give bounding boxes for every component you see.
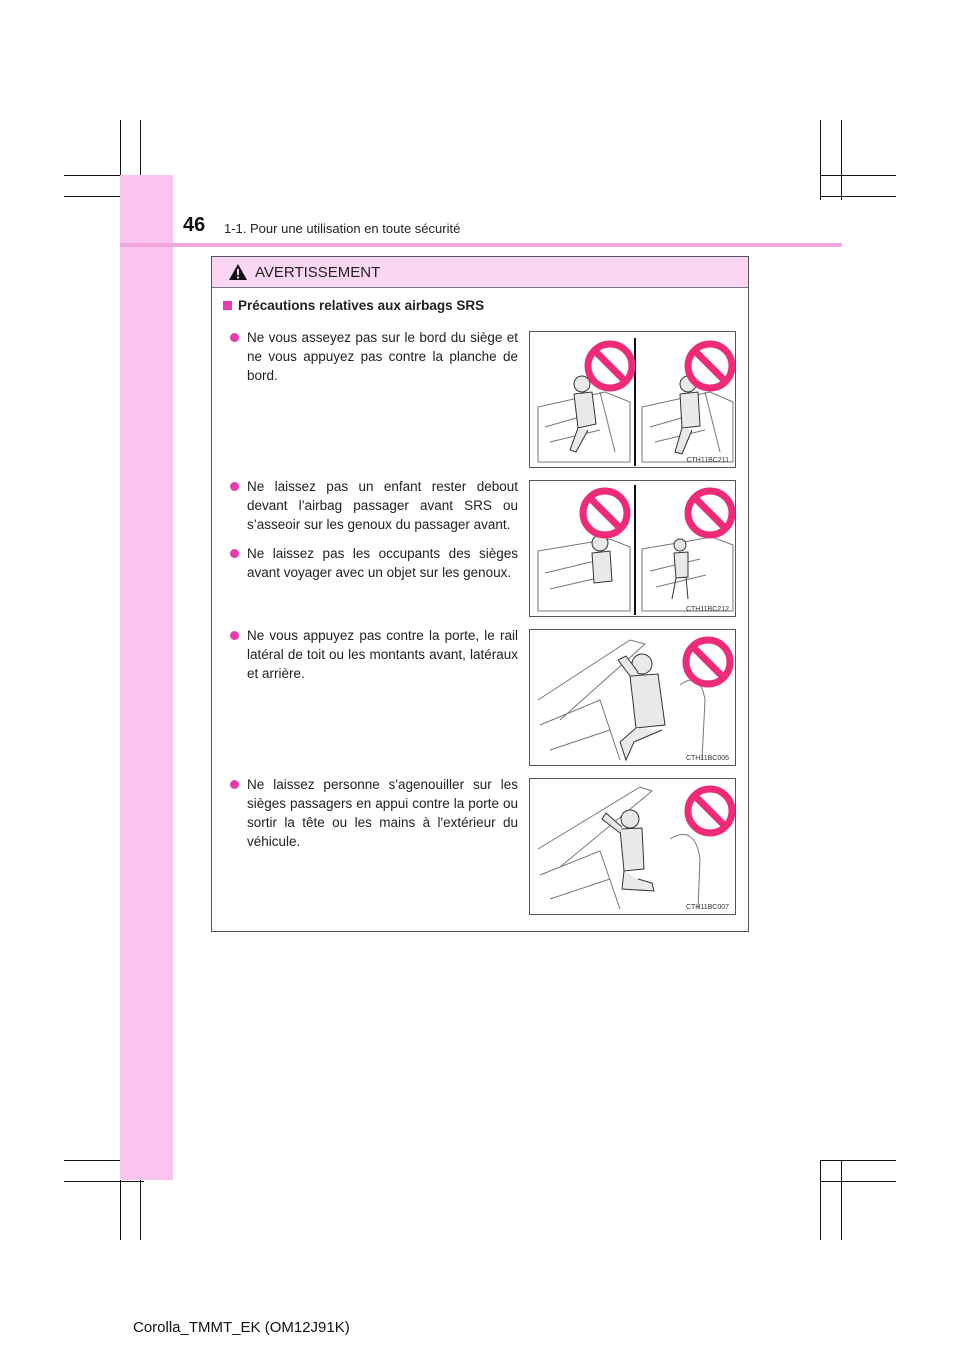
crop-mark: [820, 1160, 896, 1161]
crop-mark: [820, 120, 821, 200]
figure-code: CTH11BC212: [685, 606, 729, 613]
crop-mark: [820, 1181, 896, 1182]
illustration-figure: [529, 629, 736, 766]
warning-header: [212, 257, 748, 288]
list-item: [230, 477, 518, 534]
list-item-text: Ne laissez personne s'agenouiller sur les sièges passagers en appui contre la porte ou sortir la tête ou les mains à l'extérieur du véhicule.: [247, 777, 518, 849]
illustration-figure: [529, 331, 736, 468]
page-number: 46: [183, 214, 206, 236]
square-bullet-icon: [223, 301, 232, 310]
crop-mark: [841, 1160, 842, 1240]
crop-mark: [64, 1181, 144, 1182]
side-tab-band: [120, 175, 173, 1180]
bullet-dot-icon: [230, 482, 239, 491]
list-item-text: Ne vous appuyez pas contre la porte, le rail latéral de toit ou les montants avant, latéraux et arrière.: [247, 628, 518, 681]
list-item: [230, 328, 518, 385]
warning-box: [211, 256, 749, 932]
warning-title: AVERTISSEMENT: [255, 264, 381, 281]
crop-mark: [820, 1160, 821, 1240]
list-item: [230, 544, 518, 582]
bullet-dot-icon: [230, 780, 239, 789]
child-passenger-illustration: [530, 481, 735, 616]
bullet-dot-icon: [230, 631, 239, 640]
bullet-dot-icon: [230, 333, 239, 342]
kneeling-passenger-illustration: [530, 779, 735, 914]
list-item-text: Ne laissez pas un enfant rester debout devant l’airbag passager avant SRS ou s’asseoir sur les genoux du passager avant.: [247, 479, 518, 532]
crop-mark: [820, 196, 896, 197]
list-item: [230, 626, 518, 683]
figure-code: CTH11BC211: [686, 457, 729, 464]
header-rule: [120, 243, 842, 247]
crop-mark: [820, 175, 896, 176]
leaning-door-illustration: [530, 630, 735, 765]
list-item: [230, 775, 518, 851]
warning-triangle-icon: [228, 263, 248, 281]
topic-label: Précautions relatives aux airbags SRS: [238, 298, 485, 313]
bullet-dot-icon: [230, 549, 239, 558]
section-title: 1-1. Pour une utilisation en toute sécurité: [224, 221, 461, 236]
crop-mark: [841, 120, 842, 200]
figure-code: CTH11BC006: [685, 755, 729, 762]
list-item-text: Ne vous asseyez pas sur le bord du siège et ne vous appuyez pas contre la planche de bord.: [247, 330, 518, 383]
seating-illustration: [530, 332, 735, 467]
figure-code: CTH11BC007: [685, 904, 729, 911]
topic-heading: [223, 298, 484, 313]
illustration-figure: [529, 778, 736, 915]
illustration-figure: [529, 480, 736, 617]
list-item-text: Ne laissez pas les occupants des sièges avant voyager avec un objet sur les genoux.: [247, 546, 518, 580]
footer-text: Corolla_TMMT_EK (OM12J91K): [133, 1319, 350, 1336]
